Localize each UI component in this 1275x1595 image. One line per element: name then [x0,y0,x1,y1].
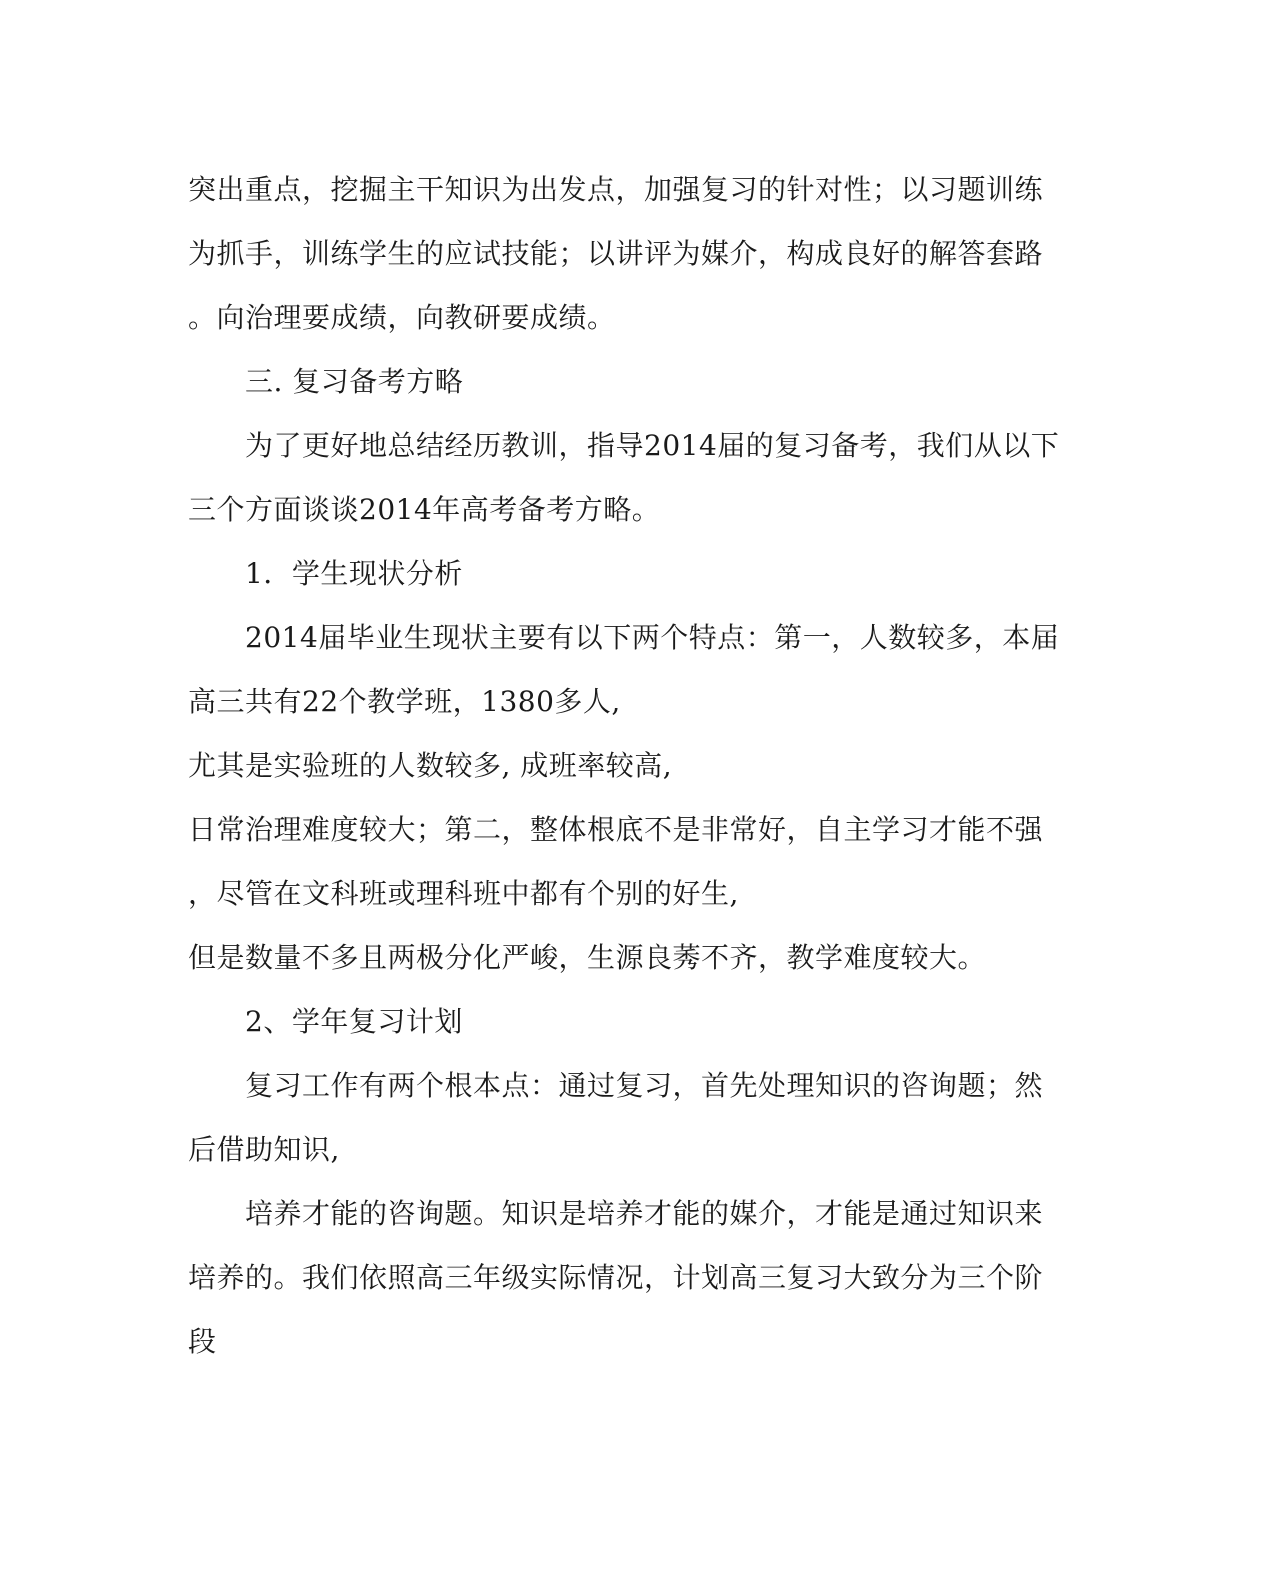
body-text-line: 为抓手，训练学生的应试技能；以讲评为媒介，构成良好的解答套路 [188,237,1044,270]
body-text-line: 复习工作有两个根本点：通过复习，首先处理知识的咨询题；然 [245,1069,1044,1102]
body-text-line: ，尽管在文科班或理科班中都有个别的好生, [188,877,739,910]
body-text-line: 三个方面谈谈2014年高考备考方略。 [188,493,661,526]
subsection-heading: 1．学生现状分析 [245,557,463,590]
body-text-line: 后借助知识, [188,1133,340,1166]
body-text-line: 高三共有22个教学班，1380多人, [188,685,621,718]
subsection-heading: 2、学年复习计划 [245,1005,463,1038]
section-heading: 三. 复习备考方略 [245,365,464,398]
body-text-line: 培养才能的咨询题。知识是培养才能的媒介，才能是通过知识来 [245,1197,1044,1230]
body-text-line: 为了更好地总结经历教训，指导2014届的复习备考，我们从以下 [245,429,1060,462]
body-text-line: 2014届毕业生现状主要有以下两个特点：第一，人数较多，本届 [245,621,1060,654]
body-text-line: 。向治理要成绩，向教研要成绩。 [188,301,616,334]
body-text-line: 突出重点，挖掘主干知识为出发点，加强复习的针对性；以习题训练 [188,173,1044,206]
body-text-line: 日常治理难度较大；第二，整体根底不是非常好，自主学习才能不强 [188,813,1044,846]
body-text-line: 尤其是实验班的人数较多, 成班率较高, [188,749,673,782]
body-text-line: 但是数量不多且两极分化严峻，生源良莠不齐，教学难度较大。 [188,941,987,974]
body-text-line: 培养的。我们依照高三年级实际情况，计划高三复习大致分为三个阶 [188,1261,1044,1294]
body-text-line: 段 [188,1325,217,1358]
